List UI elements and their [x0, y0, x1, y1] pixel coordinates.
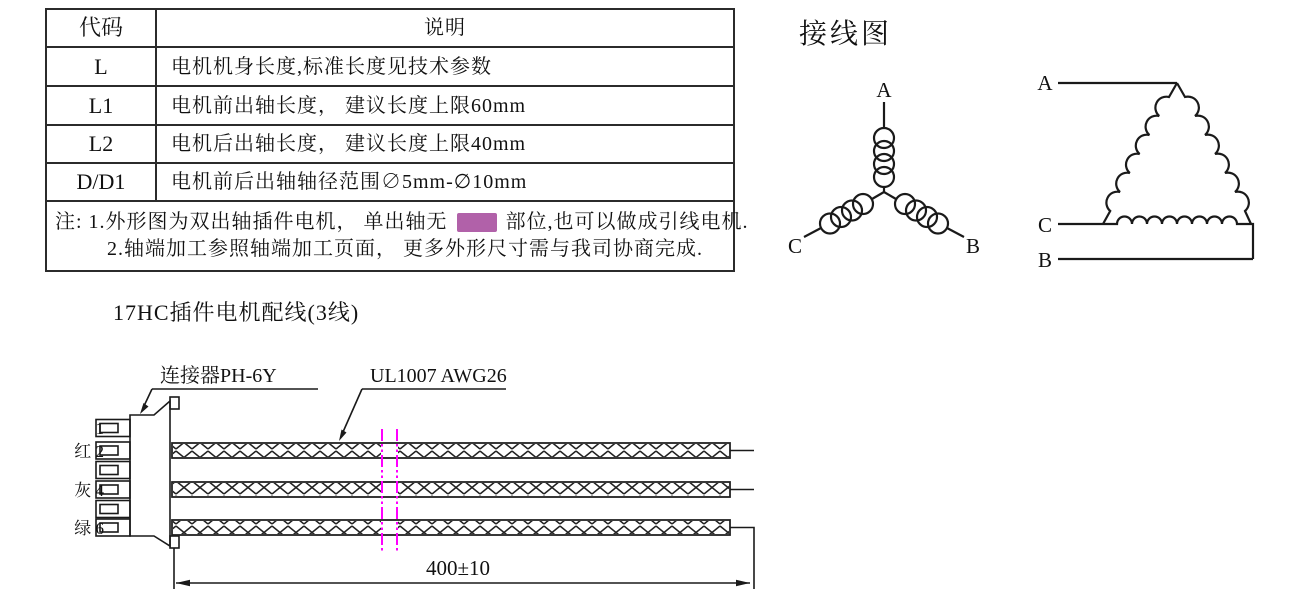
spec-row-code-L1: L1 — [47, 87, 157, 126]
delta-bottom-coil-and-lead-c — [1058, 217, 1253, 259]
connector-leader-label: 连接器PH-6Y — [160, 365, 277, 387]
spec-row-desc-L: 电机机身长度,标准长度见技术参数 — [157, 48, 733, 87]
delta-terminal-a-label: A — [1037, 71, 1053, 95]
wiring-diagram-title: 接线图 — [799, 19, 893, 50]
star-coil-a — [874, 128, 894, 187]
connector-ph6y — [96, 397, 179, 548]
star-terminal-a-label: A — [876, 78, 892, 102]
delta-side-left-coil — [1103, 83, 1177, 224]
spec-row-code-L: L — [47, 48, 157, 87]
pin-label-1: 1 — [95, 419, 104, 438]
delta-side-right-coil — [1177, 83, 1251, 224]
connector-leader-arrow-icon — [140, 403, 149, 414]
spec-row-code-L2: L2 — [47, 126, 157, 164]
wire-spec-leader-label: UL1007 AWG26 — [370, 365, 507, 387]
connector-pin-3 — [96, 462, 130, 479]
star-coil-b — [895, 194, 948, 234]
spec-row-code-DD1: D/D1 — [47, 164, 157, 202]
dimension-arrow-left-icon — [176, 580, 190, 586]
wire-gray — [172, 482, 754, 497]
star-terminal-b-label: B — [965, 234, 981, 258]
delta-winding-diagram — [1037, 71, 1253, 272]
connector-top-tab — [170, 397, 179, 409]
connector-pin-5 — [96, 501, 130, 518]
spec-row-desc-L1: 电机前出轴长度， 建议长度上限60mm — [157, 87, 733, 126]
wire-green-tail-extension — [730, 528, 754, 590]
wire-red — [172, 443, 754, 458]
note-1-text-after: 部位,也可以做成引线电机. — [505, 211, 749, 233]
spec-row-desc-DD1: 电机前后出轴轴径范围∅5mm-∅10mm — [157, 164, 733, 202]
star-lead-c — [804, 228, 821, 237]
pin-label-gray-4: 灰 4 — [74, 481, 104, 500]
star-branch-c-stub — [872, 192, 884, 199]
wire-spec-leader-arrow-icon — [339, 430, 347, 442]
connector-housing — [130, 401, 170, 546]
dimension-400 — [174, 548, 750, 589]
cable-section-title: 17HC插件电机配线(3线) — [113, 300, 360, 325]
star-lead-b — [947, 228, 964, 237]
dimension-value: 400±10 — [425, 556, 491, 580]
delta-terminal-c-label: C — [1037, 213, 1053, 237]
dimension-arrow-right-icon — [736, 580, 750, 586]
connector-bottom-tab — [170, 536, 179, 548]
pin-label-green-6: 绿 6 — [74, 519, 104, 538]
cable-assembly — [74, 364, 754, 589]
note-2-text: 2.轴端加工参照轴端加工页面， 更多外形尺寸需与我司协商完成. — [107, 238, 703, 260]
star-branch-b-stub — [884, 192, 896, 199]
star-coil-c — [820, 194, 873, 234]
connector-leader-line — [144, 389, 152, 406]
spec-table-header-code: 代码 — [47, 10, 157, 48]
spec-row-desc-L2: 电机后出轴长度， 建议长度上限40mm — [157, 126, 733, 164]
spec-table-header-desc: 说明 — [157, 10, 733, 48]
delta-terminal-b-label: B — [1037, 248, 1053, 272]
star-terminal-c-label: C — [787, 234, 803, 258]
star-winding-diagram — [788, 78, 980, 258]
wire-spec-leader-line — [343, 389, 362, 432]
note-1-text-before: 注: 1.外形图为双出轴插件电机， 单出轴无 — [55, 211, 448, 233]
pin-label-red-2: 红 2 — [74, 442, 104, 461]
